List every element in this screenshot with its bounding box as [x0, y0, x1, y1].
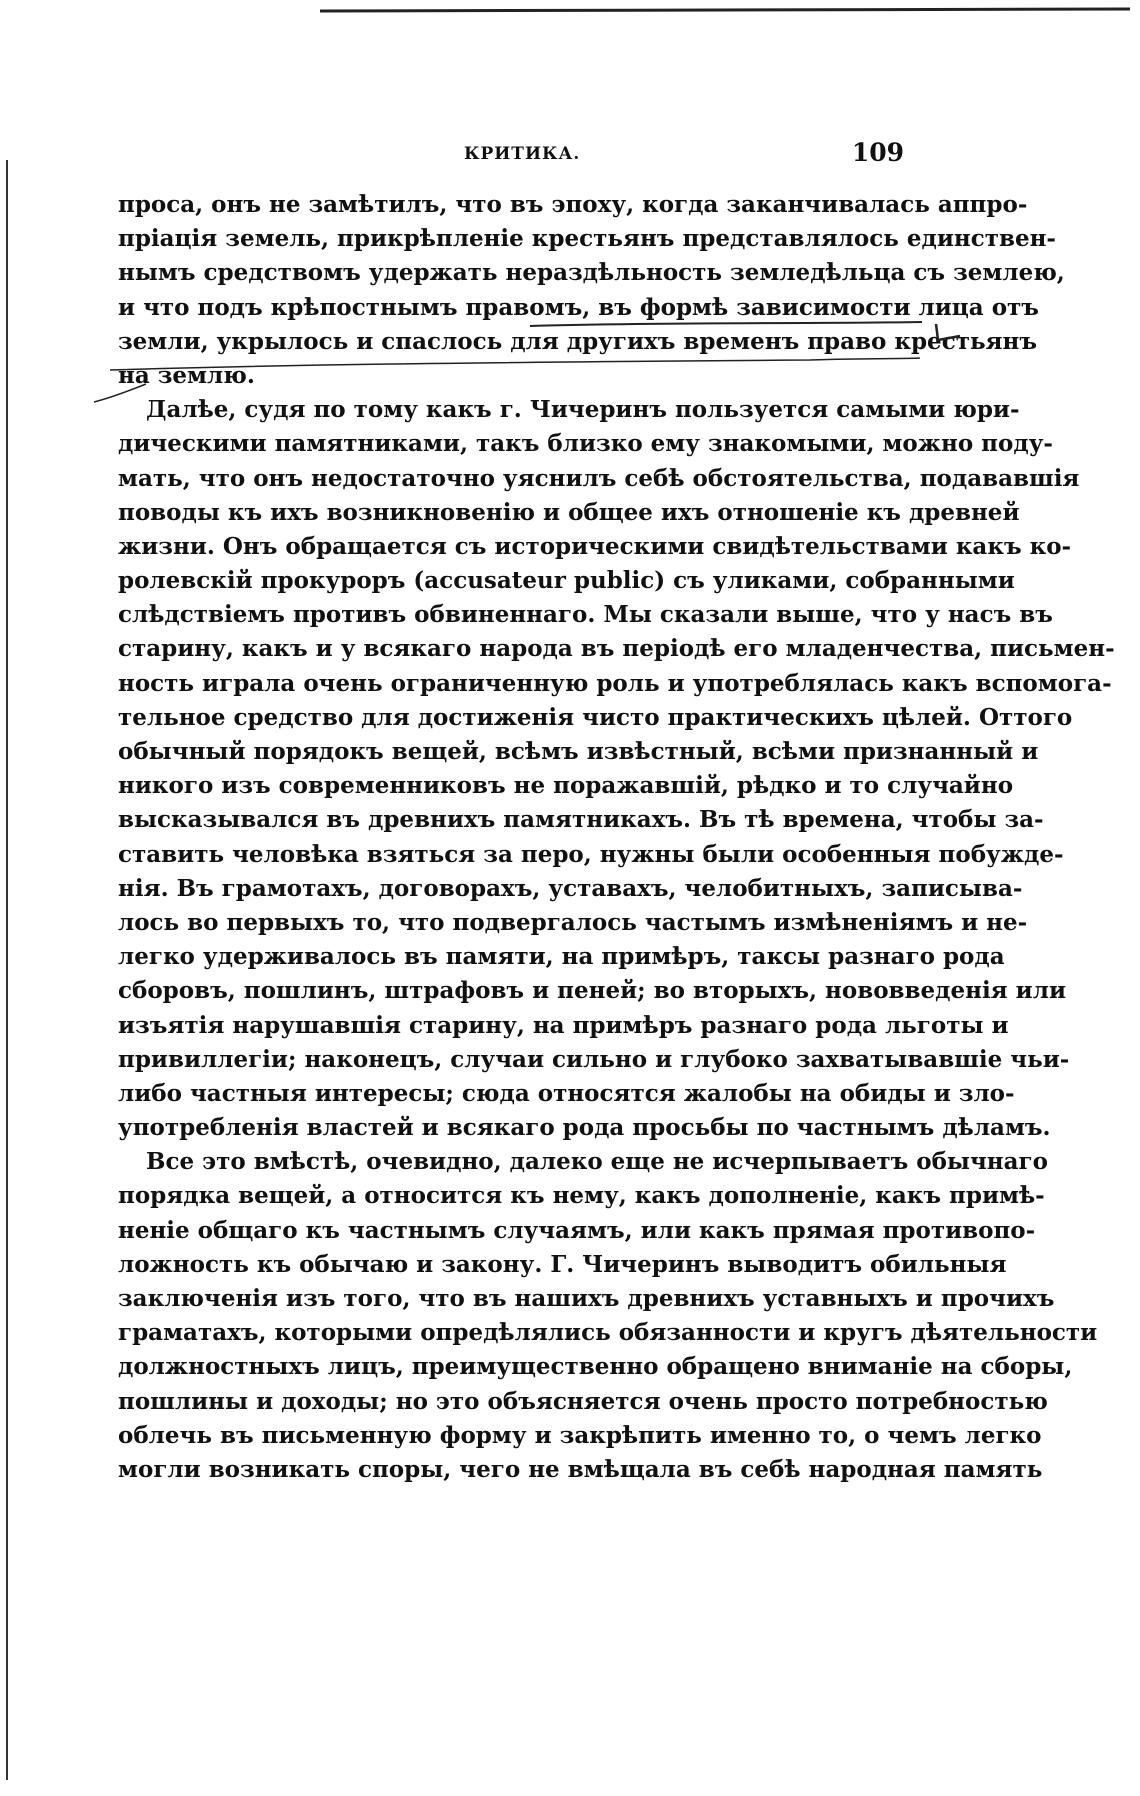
text-line: дическими памятниками, такъ близко ему знакомыми, можно поду- — [118, 430, 1053, 458]
page-top-edge — [0, 0, 1140, 8]
text-line: тельное средство для достиженія чисто практическихъ цѣлей. Оттого — [118, 703, 1073, 731]
text-line: слѣдствіемъ противъ обвиненнаго. Мы сказали выше, что у насъ въ — [118, 601, 1053, 629]
text-line: мать, что онъ недостаточно уяснилъ себѣ обстоятельства, подававшія — [118, 464, 1080, 492]
text-line: неніе общаго къ частнымъ случаямъ, или какъ прямая противопо- — [118, 1216, 1036, 1244]
text-line: лось во первыхъ то, что подвергалось частымъ измѣненіямъ и не- — [118, 908, 1028, 936]
text-line: могли возникать споры, чего не вмѣщала въ себѣ народная память — [118, 1455, 1043, 1483]
text-line: жизни. Онъ обращается съ историческими свидѣтельствами какъ ко- — [118, 532, 1072, 560]
text-line: на землю. — [118, 361, 255, 389]
text-line: ность играла очень ограниченную роль и употреблялась какъ вспомога- — [118, 669, 1112, 697]
paragraph — [118, 1145, 1098, 1487]
text-line: привиллегіи; наконецъ, случаи сильно и глубоко захватывавшіе чьи- — [118, 1045, 1070, 1073]
text-line: граматахъ, которыми опредѣлялись обязанности и кругъ дѣятельности — [118, 1319, 1098, 1347]
text-line: высказывался въ древнихъ памятникахъ. Въ тѣ времена, чтобы за- — [118, 806, 1044, 834]
text-line: порядка вещей, а относится къ нему, какъ дополненіе, какъ примѣ- — [118, 1182, 1045, 1210]
handwritten-underline — [110, 318, 1038, 378]
text-line: поводы къ ихъ возникновенію и общее ихъ отношеніе къ древней — [118, 498, 1020, 526]
text-line: Далѣе, судя по тому какъ г. Чичеринъ пользуется самыми юри- — [146, 396, 1020, 424]
text-line: легко удерживалось въ памяти, на примѣръ, таксы разнаго рода — [118, 943, 1005, 971]
paragraph — [118, 393, 1115, 1145]
text-line: пріація земель, прикрѣпленіе крестьянъ представлялось единствен- — [118, 225, 1056, 253]
page-body — [118, 188, 1115, 1487]
text-line: заключенія изъ того, что въ нашихъ древнихъ уставныхъ и прочихъ — [118, 1285, 1055, 1312]
text-line: земли, укрылось и спаслось для другихъ временъ право крестьянъ — [118, 327, 1038, 355]
top-edge-line — [0, 7, 1140, 15]
text-line: облечь въ письменную форму и закрѣпить именно то, о чемъ легко — [118, 1421, 1042, 1449]
margin-check-mark — [930, 318, 980, 358]
text-line: Все это вмѣстѣ, очевидно, далеко еще не исчерпываетъ обычнаго — [146, 1148, 1048, 1176]
text-line: проса, онъ не замѣтилъ, что въ эпоху, когда заканчивалась аппро- — [118, 191, 1028, 218]
text-line: либо частныя интересы; сюда относятся жалобы на обиды и зло- — [118, 1079, 1015, 1107]
text-line: никого изъ современниковъ не поражавшій, рѣдко и то случайно — [118, 772, 1014, 800]
text-line: пошлины и доходы; но это объясняется очень просто потребностью — [118, 1387, 1048, 1415]
text-line: сборовъ, пошлинъ, штрафовъ и пеней; во вторыхъ, нововведенія или — [118, 977, 1067, 1005]
text-line: ложность къ обычаю и закону. Г. Чичеринъ выводитъ обильныя — [118, 1250, 1007, 1278]
text-line: ролевскій прокуроръ (accusateur public) съ уликами, собранными — [118, 567, 1015, 595]
text-line: нымъ средствомъ удержать нераздѣльность земледѣльца съ землею, — [118, 259, 1065, 287]
text-line: употребленія властей и всякаго рода просьбы по частнымъ дѣламъ. — [118, 1114, 1051, 1142]
margin-pencil-stroke — [92, 380, 152, 410]
text-line: и что подъ крѣпостнымъ правомъ, въ формѣ зависимости лица отъ — [118, 293, 1039, 321]
running-head: КРИТИКА. — [464, 144, 581, 164]
page-left-edge — [6, 160, 8, 1780]
page-header — [118, 138, 918, 178]
text-line: изъятія нарушавшія старину, на примѣръ разнаго рода льготы и — [118, 1011, 1009, 1039]
text-line: нія. Въ грамотахъ, договорахъ, уставахъ, челобитныхъ, записыва- — [118, 874, 1023, 902]
text-line: обычный порядокъ вещей, всѣмъ извѣстный, всѣми признанный и — [118, 738, 1039, 765]
page-number: 109 — [851, 138, 904, 167]
text-line: должностныхъ лицъ, преимущественно обращено вниманіе на сборы, — [118, 1353, 1073, 1381]
text-line: ставить человѣка взяться за перо, нужны были особенныя побужде- — [118, 840, 1064, 868]
text-line: старину, какъ и у всякаго народа въ періодѣ его младенчества, письмен- — [118, 635, 1115, 663]
